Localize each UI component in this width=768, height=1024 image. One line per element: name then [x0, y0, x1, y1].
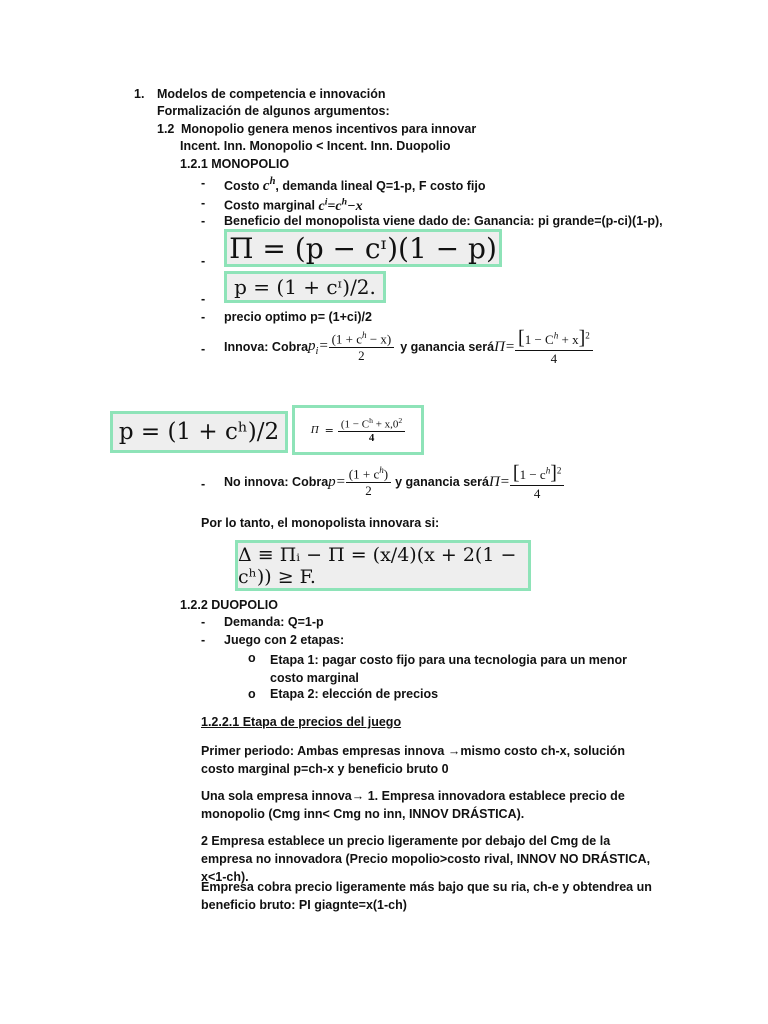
- precio-optimo-line: precio optimo p= (1+ci)/2: [224, 310, 372, 324]
- bullet-dash: -: [201, 310, 206, 324]
- costo-line: [224, 176, 486, 195]
- small-gain-fraction: $\frac{(1 - C^h + x,0^2}{4}$: [338, 416, 405, 444]
- paragraph-una-empresa: Una sola empresa innova→ 1. Empresa innovadora establece precio de monopolio (Cmg inn< Cmg no inn, INNOV DRÁSTICA).: [201, 789, 625, 821]
- incentive-line: Incent. Inn. Monopolio < Incent. Inn. Duopolio: [180, 139, 451, 153]
- costo-symbol: $c^h$: [262, 176, 276, 194]
- bullet-dash: -: [201, 342, 206, 356]
- section-1-2-1-title: 1.2.1 MONOPOLIO: [180, 157, 290, 171]
- demanda-line: Demanda: Q=1-p: [224, 615, 324, 629]
- paragraph-beneficio-bruto: Empresa cobra precio ligeramente más bajo que su ria, ch-e y obtendrea un beneficio bruto: PI giagnte=x(1-ch): [201, 880, 652, 912]
- bullet-dash: -: [201, 633, 206, 647]
- beneficio-line: Beneficio del monopolista viene dado de: Ganancia: pi grande=(p-ci)(1-p),: [224, 214, 663, 228]
- heading-number: 1.: [134, 87, 145, 101]
- no-innova-gain-fraction: $\frac{[1 - c^h]^2}{4}$: [510, 462, 565, 502]
- price-h-equation-image: p = (1 + cʰ)/2: [110, 411, 288, 453]
- bullet-dash: -: [201, 292, 206, 306]
- bullet-dash: -: [201, 254, 206, 268]
- section-1-2-2-1-title: 1.2.2.1 Etapa de precios del juego: [201, 715, 402, 729]
- costo-rest: , demanda lineal Q=1-p, F costo fijo: [275, 179, 486, 193]
- innovation-condition-equation-image: Δ ≡ Πᵢ − Π = (x/4)(x + 2(1 − cʰ)) ≥ F.: [235, 540, 531, 591]
- section-1-2-number: 1.2: [157, 122, 175, 136]
- subtitle: Formalización de algunos argumentos:: [157, 104, 390, 118]
- juego-line: Juego con 2 etapas:: [224, 633, 345, 647]
- no-innova-price-formula: p=: [328, 473, 346, 490]
- etapa-1-item: Etapa 1: pagar costo fijo para una tecnologia para un menor costo marginal: [270, 653, 628, 685]
- gain-equation-image: Π = $\frac{(1 - C^h + x,0^2}{4}$: [292, 405, 424, 455]
- section-1-2-2-title: 1.2.2 DUOPOLIO: [180, 598, 278, 612]
- etapa-2-item: Etapa 2: elección de precios: [270, 687, 439, 701]
- bullet-dash: -: [201, 196, 206, 210]
- innova-gain-formula: Π=: [494, 338, 516, 355]
- no-innova-gain-formula: Π=: [488, 473, 510, 490]
- costo-label: Costo: [224, 179, 263, 193]
- heading-title: Modelos de competencia e innovación: [157, 87, 386, 101]
- bullet-dash: -: [201, 214, 206, 228]
- innova-price-fraction: $\frac{(1 + c^h - x)}{2}$: [329, 330, 395, 364]
- bullet-dash: -: [201, 176, 206, 190]
- section-1-2-title: Monopolio genera menos incentivos para innovar: [181, 122, 477, 136]
- innova-gain-label: y ganancia será: [400, 340, 495, 354]
- no-innova-label: No innova: Cobra: [224, 475, 329, 489]
- innova-label: Innova: Cobra: [224, 340, 309, 354]
- profit-equation-image: Π = (p − cᶦ)(1 − p): [224, 229, 502, 267]
- paragraph-segunda-empresa: 2 Empresa establece un precio ligeramente por debajo del Cmg de la empresa no innovadora (Precio mopolio>costo rival, INNOV NO DRÁSTICA, x<1-ch).: [201, 834, 651, 884]
- bullet-dash: -: [201, 615, 206, 629]
- no-innova-gain-label: y ganancia será: [395, 475, 489, 489]
- innova-line: [224, 326, 593, 368]
- no-innova-line: [224, 461, 564, 503]
- sub-bullet: o: [248, 651, 256, 665]
- sub-bullet: o: [248, 687, 256, 701]
- conclusion-line: Por lo tanto, el monopolista innovara si:: [201, 516, 440, 530]
- costo-marginal-formula: $c^i=c^h-x$: [318, 196, 363, 214]
- bullet-dash: -: [201, 477, 206, 491]
- innova-gain-fraction: $\frac{[1 - C^h + x]^2}{4}$: [515, 327, 593, 367]
- price-equation-image: p = (1 + cᶦ)/2.: [224, 271, 386, 303]
- costo-marginal-line: [224, 196, 363, 215]
- paragraph-primer-periodo: Primer periodo: Ambas empresas innova →mismo costo ch-x, solución costo marginal p=ch-x y beneficio bruto 0: [201, 744, 625, 776]
- innova-price-formula: $p_i=$: [308, 337, 329, 357]
- no-innova-price-fraction: $\frac{(1 + c^h)}{2}$: [346, 465, 391, 499]
- costo-marginal-label: Costo marginal: [224, 198, 319, 213]
